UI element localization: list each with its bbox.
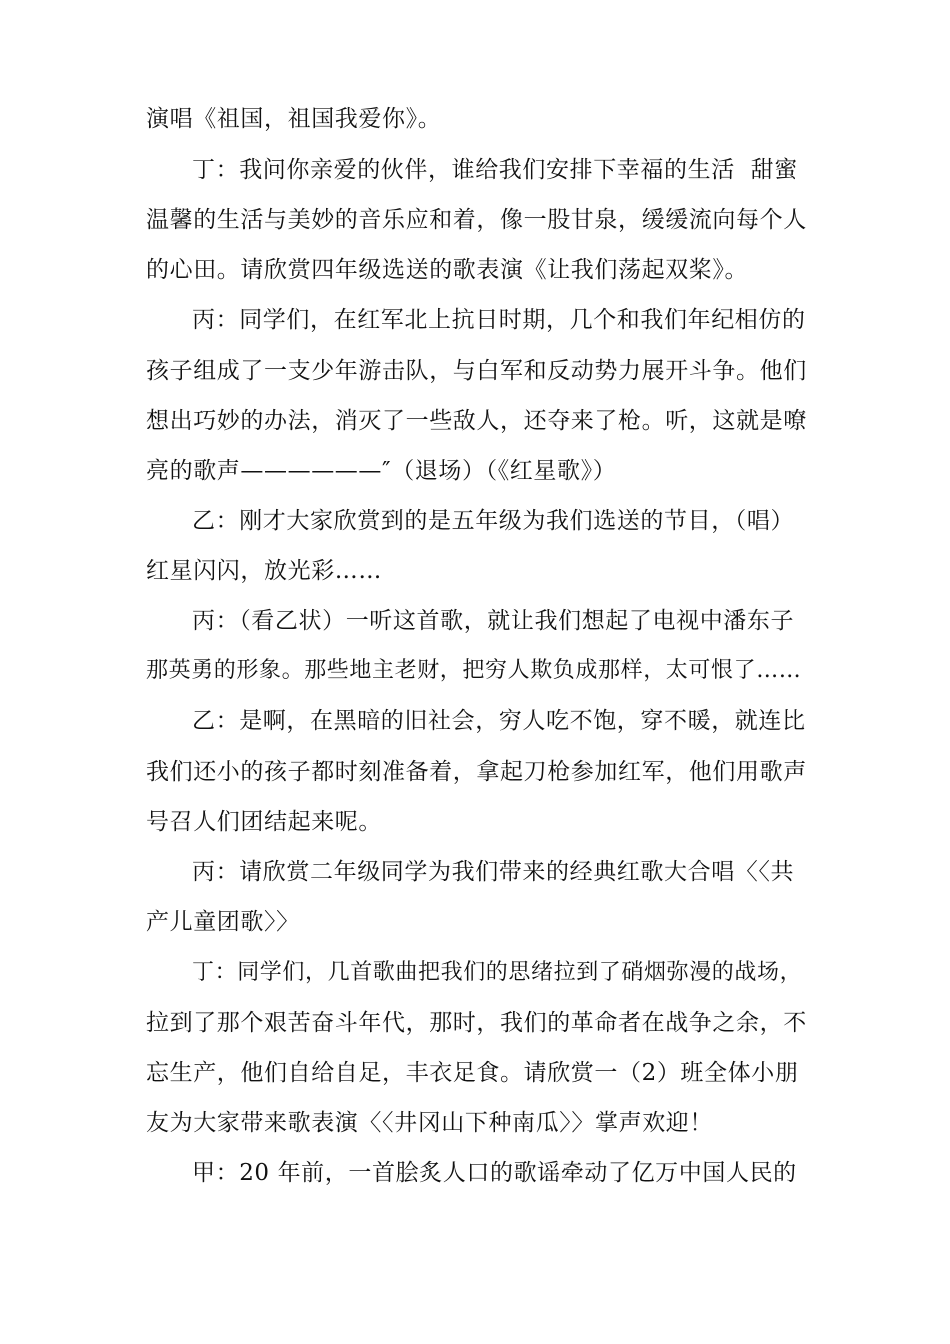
text-line: 我们还小的孩子都时刻准备着，拿起刀枪参加红军，他们用歌声 (146, 759, 807, 785)
text-line: 演唱《祖国，祖国我爱你》。 (146, 106, 442, 132)
text-line: 那英勇的形象。那些地主老财，把穷人欺负成那样，太可恨了…… (146, 658, 802, 683)
text-line: 丙：请欣赏二年级同学为我们带来的经典红歌大合唱〈〈共 (192, 859, 795, 885)
text-line: 丁：同学们，几首歌曲把我们的思绪拉到了硝烟弥漫的战场， (192, 960, 803, 985)
text-line: 想出巧妙的办法，消灭了一些敌人，还夺来了枪。听，这就是嘹 (146, 408, 807, 434)
text-line: 温馨的生活与美妙的音乐应和着，像一股甘泉，缓缓流向每个人 (146, 207, 807, 233)
text-line: 号召人们团结起来呢。 (146, 809, 382, 835)
text-line: 丁：我问你亲爱的伙伴，谁给我们安排下幸福的生活 甜蜜 (192, 157, 798, 183)
text-line: 忘生产，他们自给自足，丰衣足食。请欣赏一（2）班全体小朋 (146, 1060, 799, 1086)
text-line: 拉到了那个艰苦奋斗年代，那时，我们的革命者在战争之余，不 (146, 1010, 807, 1036)
text-line: 友为大家带来歌表演〈〈井冈山下种南瓜〉〉掌声欢迎！ (146, 1110, 713, 1136)
text-line: 丙：（看乙状）一听这首歌，就让我们想起了电视中潘东子 (192, 608, 795, 634)
text-line: 乙：是啊，在黑暗的旧社会，穷人吃不饱，穿不暖，就连比 (192, 708, 806, 734)
text-line: 红星闪闪，放光彩…… (146, 558, 382, 584)
text-line: 孩子组成了一支少年游击队，与白军和反动势力展开斗争。他们 (146, 358, 807, 384)
text-line: 乙：刚才大家欣赏到的是五年级为我们选送的节目，（唱） (192, 508, 795, 534)
text-line: 甲：20 年前，一首脍炙人口的歌谣牵动了亿万中国人民的 (192, 1160, 797, 1186)
text-line: 的心田。请欣赏四年级选送的歌表演《让我们荡起双桨》。 (146, 257, 749, 283)
text-line: 丙：同学们，在红军北上抗日时期，几个和我们年纪相仿的 (192, 307, 806, 333)
text-line: 产儿童团歌〉〉 (146, 909, 300, 935)
text-line: 亮的歌声——————″（退场）（《红星歌》） (146, 458, 617, 484)
